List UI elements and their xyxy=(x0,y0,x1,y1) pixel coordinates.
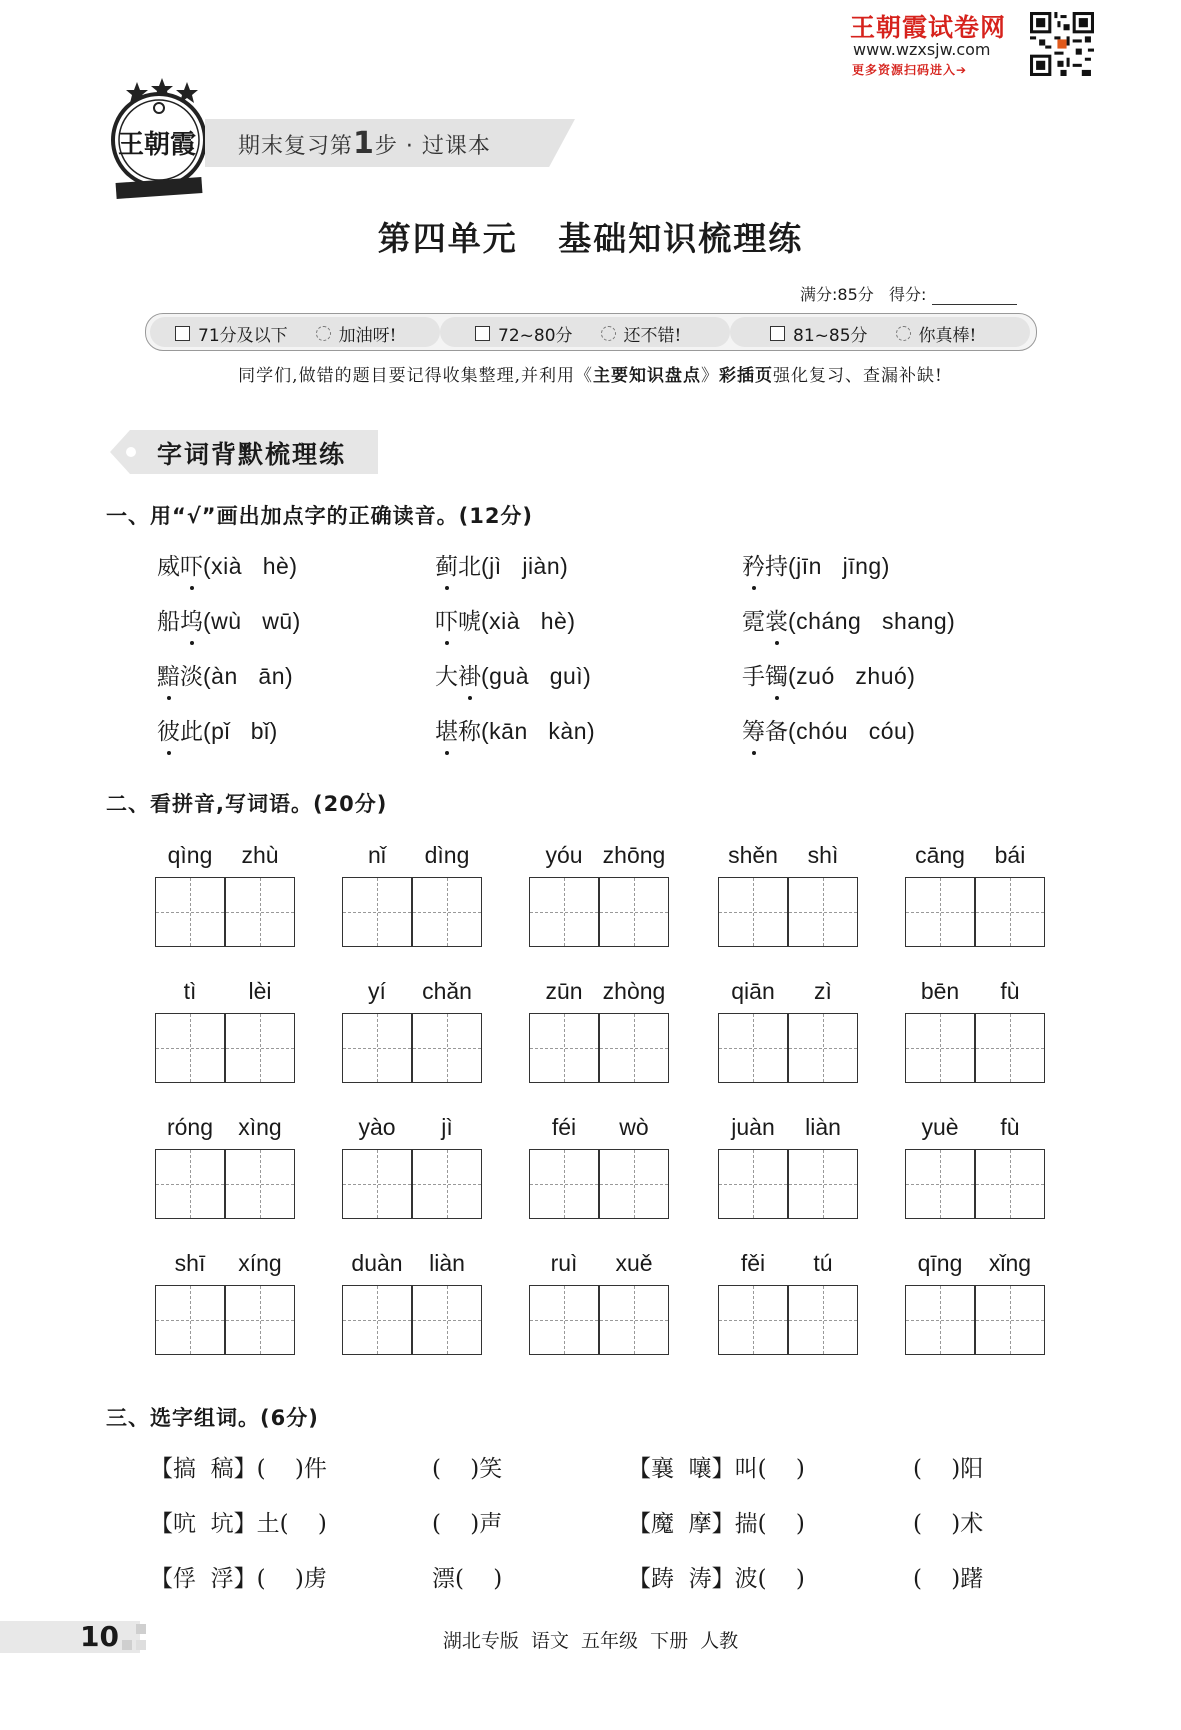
pinyin-label: zhù xyxy=(241,842,279,868)
writing-box[interactable] xyxy=(412,1013,482,1083)
pinyin-label: fù xyxy=(1000,1114,1020,1140)
pinyin-label: qìng xyxy=(167,842,213,868)
q3-item[interactable]: 【魔 摩】揣( ) xyxy=(628,1511,805,1537)
full-score: 满分:85分 xyxy=(800,285,874,304)
pinyin-label: shī xyxy=(174,1250,206,1276)
rating-item: 71分及以下 加油呀! xyxy=(175,321,396,346)
pinyin-options[interactable]: (àn ān) xyxy=(203,663,294,689)
writing-box[interactable] xyxy=(788,877,858,947)
q1-word[interactable] xyxy=(742,603,955,636)
pinyin-options[interactable]: (jīn jīng) xyxy=(788,553,890,579)
writing-box[interactable] xyxy=(529,1013,599,1083)
pinyin-label: ruì xyxy=(550,1250,578,1276)
writing-box[interactable] xyxy=(529,1149,599,1219)
dotted-char: 吓 xyxy=(180,548,203,581)
pinyin-options[interactable]: (jì jiàn) xyxy=(481,553,569,579)
pinyin-label: xìng xyxy=(238,1114,282,1140)
pinyin-options[interactable]: (xià hè) xyxy=(481,608,576,634)
word-char: 霓 xyxy=(742,609,765,635)
pinyin-label: yào xyxy=(358,1114,396,1140)
writing-box[interactable] xyxy=(155,1149,225,1219)
q3-item[interactable]: 【俘 浮】( )虏 xyxy=(150,1566,327,1592)
writing-box[interactable] xyxy=(599,1013,669,1083)
pinyin-label: zūn xyxy=(545,978,583,1004)
q3-item[interactable]: ( )笑 xyxy=(432,1456,503,1482)
pinyin-label: yuè xyxy=(921,1114,959,1140)
writing-box[interactable] xyxy=(225,1013,295,1083)
score-blank[interactable] xyxy=(932,290,1017,305)
pinyin-label: juàn xyxy=(731,1114,775,1140)
word-char: 淡 xyxy=(180,664,203,690)
section-title: 字词背默梳理练 xyxy=(157,440,347,469)
dotted-char: 坞 xyxy=(180,603,203,636)
q3-item[interactable]: 【襄 嚷】叫( ) xyxy=(628,1456,805,1482)
page-number: 10 xyxy=(80,1620,119,1653)
q3-item[interactable]: ( )阳 xyxy=(913,1456,984,1482)
q1-word[interactable] xyxy=(742,713,915,746)
pinyin-options[interactable]: (guà guì) xyxy=(481,663,592,689)
writing-box[interactable] xyxy=(905,1149,975,1219)
writing-box[interactable] xyxy=(718,1013,788,1083)
word-char: 此 xyxy=(180,719,203,745)
q1-word[interactable] xyxy=(157,658,293,691)
q3-item[interactable]: 【踌 涛】波( ) xyxy=(628,1566,805,1592)
word-char: 大 xyxy=(435,664,458,690)
writing-box[interactable] xyxy=(718,1285,788,1355)
dotted-char: 彼 xyxy=(157,713,180,746)
rating-item: 72~80分 还不错! xyxy=(475,321,681,346)
writing-box[interactable] xyxy=(412,877,482,947)
footer-info: 湖北专版 语文 五年级 下册 人教 xyxy=(442,1630,739,1652)
pinyin-label: xuě xyxy=(615,1250,653,1276)
pinyin-label: tú xyxy=(813,1250,833,1276)
dotted-char: 黯 xyxy=(157,658,180,691)
pinyin-label: dìng xyxy=(424,842,470,868)
writing-box[interactable] xyxy=(905,877,975,947)
dotted-char: 褂 xyxy=(458,658,481,691)
pinyin-options[interactable]: (wù wū) xyxy=(203,608,301,634)
page-title: 第四单元 基础知识梳理练 xyxy=(377,219,804,258)
pinyin-label: róng xyxy=(166,1114,214,1140)
writing-box[interactable] xyxy=(225,1285,295,1355)
writing-box[interactable] xyxy=(225,877,295,947)
qr-code-icon[interactable] xyxy=(1030,12,1094,76)
writing-box[interactable] xyxy=(342,1285,412,1355)
brand-url[interactable]: www.wzxsjw.com xyxy=(853,40,991,59)
q1-word[interactable] xyxy=(435,658,591,691)
pinyin-label: zhōng xyxy=(602,842,666,868)
rating-item: 81~85分 你真棒! xyxy=(770,321,976,346)
writing-box[interactable] xyxy=(975,1013,1045,1083)
q3-item[interactable]: ( )术 xyxy=(913,1511,984,1537)
pinyin-label: jì xyxy=(441,1114,453,1140)
q3-item[interactable]: ( )躇 xyxy=(913,1566,984,1592)
writing-box[interactable] xyxy=(788,1013,858,1083)
dotted-char: 矜 xyxy=(742,548,765,581)
score-label: 得分: xyxy=(889,285,927,304)
pinyin-options[interactable]: (zuó zhuó) xyxy=(788,663,916,689)
writing-box[interactable] xyxy=(412,1149,482,1219)
q3-title: 三、选字组词。(6分) xyxy=(106,1406,319,1430)
rating-checkbox[interactable] xyxy=(475,326,490,341)
dotted-char: 蓟 xyxy=(435,548,458,581)
pinyin-label: duàn xyxy=(351,1250,403,1276)
q1-word[interactable] xyxy=(742,548,890,581)
word-char: 持 xyxy=(765,554,788,580)
q1-word[interactable] xyxy=(157,603,301,636)
step-banner-text: 期末复习第1步 · 过课本 xyxy=(238,126,491,161)
logo-text: 王朝霞 xyxy=(118,130,197,160)
writing-box[interactable] xyxy=(975,1149,1045,1219)
pinyin-label: fù xyxy=(1000,978,1020,1004)
pinyin-label: liàn xyxy=(429,1250,465,1276)
q3-item[interactable]: 漂( ) xyxy=(432,1566,503,1592)
word-char: 备 xyxy=(765,719,788,745)
rating-checkbox[interactable] xyxy=(175,326,190,341)
writing-box[interactable] xyxy=(529,877,599,947)
writing-box[interactable] xyxy=(155,1013,225,1083)
pinyin-label: nǐ xyxy=(368,842,386,868)
writing-box[interactable] xyxy=(412,1285,482,1355)
smile-icon xyxy=(896,326,911,341)
q1-word[interactable] xyxy=(157,548,297,581)
dotted-char: 吓 xyxy=(435,603,458,636)
q1-word[interactable] xyxy=(742,658,915,691)
q1-title: 一、用“√”画出加点字的正确读音。(12分) xyxy=(106,504,534,528)
q1-word[interactable] xyxy=(435,548,568,581)
pinyin-label: bái xyxy=(994,842,1026,868)
word-char: 北 xyxy=(458,554,481,580)
score-line xyxy=(800,282,1017,305)
writing-box[interactable] xyxy=(529,1285,599,1355)
writing-box[interactable] xyxy=(788,1285,858,1355)
smile-icon xyxy=(601,326,616,341)
writing-box[interactable] xyxy=(599,1149,669,1219)
writing-box[interactable] xyxy=(342,1013,412,1083)
writing-box[interactable] xyxy=(225,1149,295,1219)
dotted-char: 裳 xyxy=(765,603,788,636)
word-char: 船 xyxy=(157,609,180,635)
writing-box[interactable] xyxy=(788,1149,858,1219)
pinyin-options[interactable]: (kān kàn) xyxy=(481,718,596,744)
writing-box[interactable] xyxy=(905,1013,975,1083)
dotted-char: 镯 xyxy=(765,658,788,691)
writing-box[interactable] xyxy=(599,877,669,947)
pinyin-options[interactable]: (xià hè) xyxy=(203,553,298,579)
writing-box[interactable] xyxy=(718,877,788,947)
pinyin-options[interactable]: (chóu cóu) xyxy=(788,718,916,744)
pinyin-label: lèi xyxy=(248,978,272,1004)
writing-box[interactable] xyxy=(905,1285,975,1355)
pinyin-label: liàn xyxy=(805,1114,841,1140)
pinyin-label: yí xyxy=(368,978,386,1004)
dotted-char: 筹 xyxy=(742,713,765,746)
dotted-char: 堪 xyxy=(435,713,458,746)
brand-name: 王朝霞试卷网 xyxy=(850,13,1007,42)
rating-checkbox[interactable] xyxy=(770,326,785,341)
brand-scan-text: 更多资源扫码进入➔ xyxy=(852,63,968,77)
pinyin-label: chǎn xyxy=(422,978,472,1004)
pinyin-label: féi xyxy=(551,1114,577,1140)
writing-box[interactable] xyxy=(599,1285,669,1355)
writing-box[interactable] xyxy=(975,1285,1045,1355)
word-char: 手 xyxy=(742,664,765,690)
word-char: 唬 xyxy=(458,609,481,635)
pinyin-label: zì xyxy=(814,978,832,1004)
pinyin-label: qīng xyxy=(917,1250,963,1276)
section-dot-icon xyxy=(126,447,136,457)
pinyin-label: wò xyxy=(619,1114,649,1140)
writing-box[interactable] xyxy=(718,1149,788,1219)
q1-word[interactable] xyxy=(157,713,278,746)
pinyin-label: yóu xyxy=(545,842,583,868)
writing-box[interactable] xyxy=(342,1149,412,1219)
q3-item[interactable]: 【搞 稿】( )件 xyxy=(150,1456,327,1482)
pinyin-label: fěi xyxy=(740,1250,766,1276)
pinyin-label: xǐng xyxy=(988,1250,1032,1276)
q3-item[interactable]: 【吭 坑】土( ) xyxy=(150,1511,327,1537)
pinyin-label: zhòng xyxy=(602,978,666,1004)
smile-icon xyxy=(316,326,331,341)
writing-box[interactable] xyxy=(975,877,1045,947)
tip-text: 同学们,做错的题目要记得收集整理,并利用《主要知识盘点》彩插页强化复习、查漏补缺! xyxy=(238,366,943,386)
pinyin-label: shì xyxy=(807,842,839,868)
writing-box[interactable] xyxy=(155,1285,225,1355)
pinyin-label: qiān xyxy=(731,978,775,1004)
word-char: 威 xyxy=(157,554,180,580)
q3-item[interactable]: ( )声 xyxy=(432,1511,503,1537)
pinyin-options[interactable]: (cháng shang) xyxy=(788,608,956,634)
pinyin-label: tì xyxy=(183,978,197,1004)
pinyin-label: bēn xyxy=(920,978,960,1004)
q1-word[interactable] xyxy=(435,603,575,636)
pinyin-label: shěn xyxy=(728,842,778,868)
q2-title: 二、看拼音,写词语。(20分) xyxy=(106,792,388,816)
q1-word[interactable] xyxy=(435,713,595,746)
pinyin-options[interactable]: (pǐ bǐ) xyxy=(203,718,278,744)
writing-box[interactable] xyxy=(342,877,412,947)
writing-box[interactable] xyxy=(155,877,225,947)
pinyin-label: cāng xyxy=(915,842,965,868)
pinyin-label: xíng xyxy=(238,1250,282,1276)
word-char: 称 xyxy=(458,719,481,745)
